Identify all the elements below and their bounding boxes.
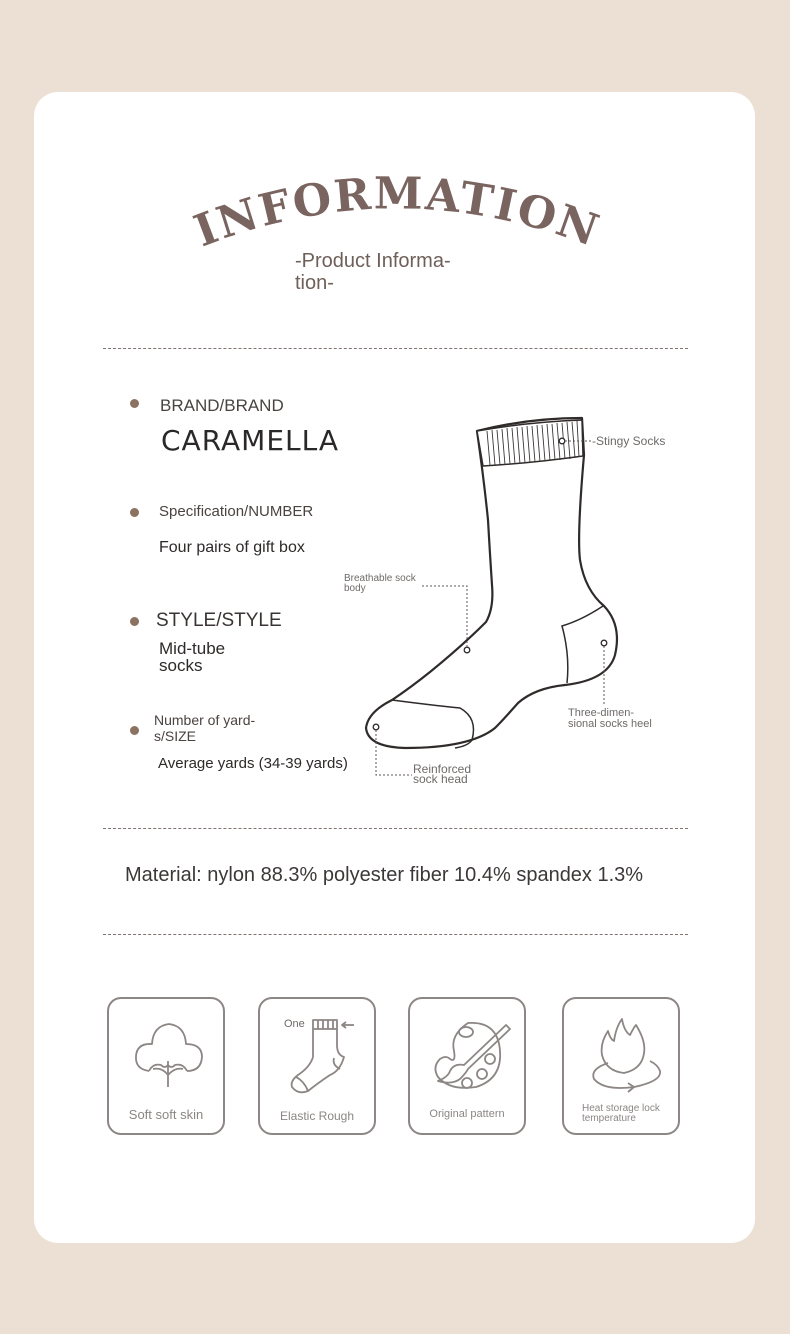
material-composition: Material: nylon 88.3% polyester fiber 10.4% spandex 1.3% <box>125 864 644 886</box>
sock-icon-tag: One <box>284 1018 305 1030</box>
brand-label: BRAND/BRAND <box>160 396 284 415</box>
bullet-style <box>130 617 139 626</box>
callout-toe: Reinforced sock head <box>413 762 472 786</box>
divider-bottom <box>103 934 688 935</box>
bullet-size <box>130 726 139 735</box>
svg-text:INFORMATION <box>188 170 607 257</box>
size-value: Average yards (34-39 yards) <box>158 755 348 772</box>
divider-top <box>103 348 688 349</box>
page-subtitle: -Product Informa-tion- <box>295 250 451 294</box>
specification-label: Specification/NUMBER <box>159 503 314 520</box>
title-text: INFORMATION <box>187 170 607 258</box>
specification-value: Four pairs of gift box <box>159 539 305 556</box>
sock-diagram <box>330 400 670 790</box>
feature-soft-skin <box>107 997 225 1135</box>
feature-pattern <box>408 997 526 1135</box>
bullet-specification <box>130 508 139 517</box>
callout-cuff: -Stingy Socks <box>592 434 666 448</box>
style-label: STYLE/STYLE <box>156 610 282 631</box>
divider-middle <box>103 828 688 829</box>
feature-elastic <box>258 997 376 1135</box>
bullet-brand <box>130 399 139 408</box>
callout-heel: Three-dimen-sional socks heel <box>568 707 652 730</box>
feature-label: Original pattern <box>429 1108 505 1120</box>
callout-body: Breathable sock body <box>344 573 416 594</box>
feature-label: Elastic Rough <box>279 1109 355 1123</box>
brand-value: CARAMELLA <box>161 424 340 457</box>
size-label: Number of yard-s/SIZE <box>154 712 256 744</box>
style-value: Mid-tube socks <box>159 639 226 675</box>
feature-heat <box>562 997 680 1135</box>
feature-label: Soft soft skin <box>128 1107 204 1122</box>
feature-label: Heat storage lock temperature <box>582 1103 660 1124</box>
